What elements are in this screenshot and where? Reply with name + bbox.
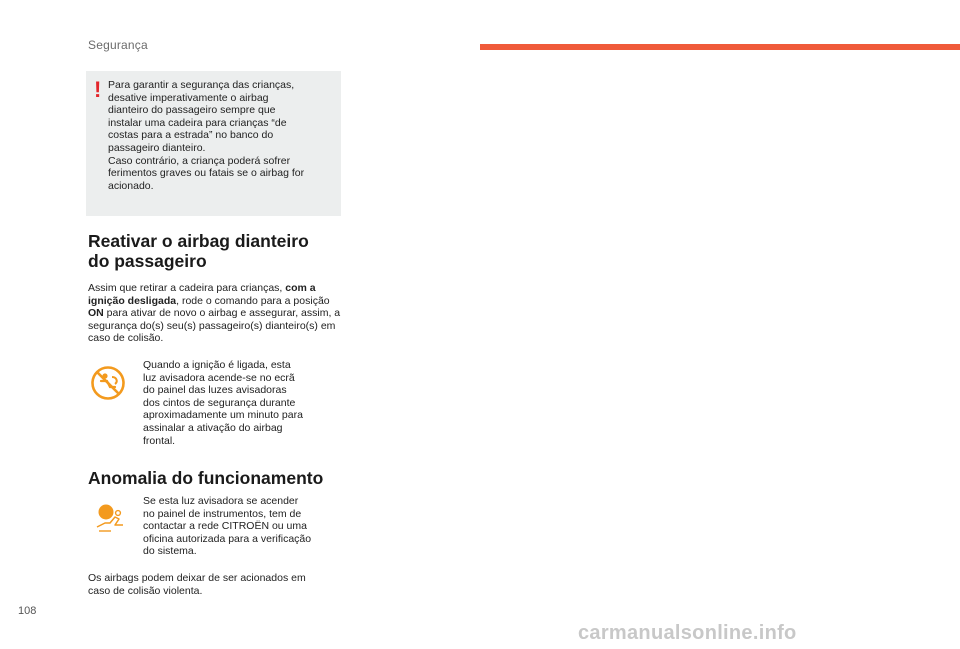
warning-exclamation-icon: !	[94, 77, 102, 102]
reactivate-paragraph	[88, 282, 343, 345]
reactivate-text-e: para ativar de novo o airbag e assegurar, assim, a segurança do(s) seu(s) passageiro(s) dianteiro(s) em caso de colisão.	[88, 307, 341, 345]
reactivate-text-on: ON	[88, 307, 104, 320]
airbag-fault-icon	[95, 503, 129, 533]
reactivate-heading-line1: Reativar o airbag dianteiro	[88, 231, 309, 251]
reactivate-text-a: Assim que retirar a cadeira para crianças,	[88, 282, 286, 294]
reactivate-heading	[88, 231, 348, 271]
anomaly-heading: Anomalia do funcionamento	[88, 468, 324, 488]
anomaly-text: Se esta luz avisadora se acender no painel de instrumentos, tem de contactar a rede CITROËN ou uma oficina autorizada para a verificação do sistema.	[143, 495, 312, 558]
warning-text: Para garantir a segurança das crianças, desative imperativamente o airbag dianteiro do passageiro sempre que instalar uma cadeira para crianças “de costas para a estrada” no banco do passageiro dianteiro. Caso contrário, a criança poderá sofrer ferimentos graves ou fatais se o airbag for acionado.	[108, 79, 305, 192]
passenger-airbag-off-icon	[88, 365, 128, 401]
reactivate-text-ignition-off: com a ignição desligada	[88, 282, 316, 307]
header-accent-rule	[480, 44, 960, 50]
page-number: 108	[18, 605, 37, 617]
ignition-indicator-text: Quando a ignição é ligada, esta luz avisadora acende-se no ecrã do painel das luzes avisadoras dos cintos de segurança durante aproximadamente um minuto para assinalar a ativação do airbag frontal.	[143, 359, 303, 447]
airbags-violent-collision-text: Os airbags podem deixar de ser acionados em caso de colisão violenta.	[88, 572, 306, 597]
watermark: carmanualsonline.info	[578, 622, 797, 644]
section-label: Segurança	[88, 38, 148, 52]
warning-box	[86, 71, 341, 216]
reactivate-text-c: , rode o comando para a posição	[176, 294, 330, 307]
reactivate-heading-line2: do passageiro	[88, 251, 207, 271]
